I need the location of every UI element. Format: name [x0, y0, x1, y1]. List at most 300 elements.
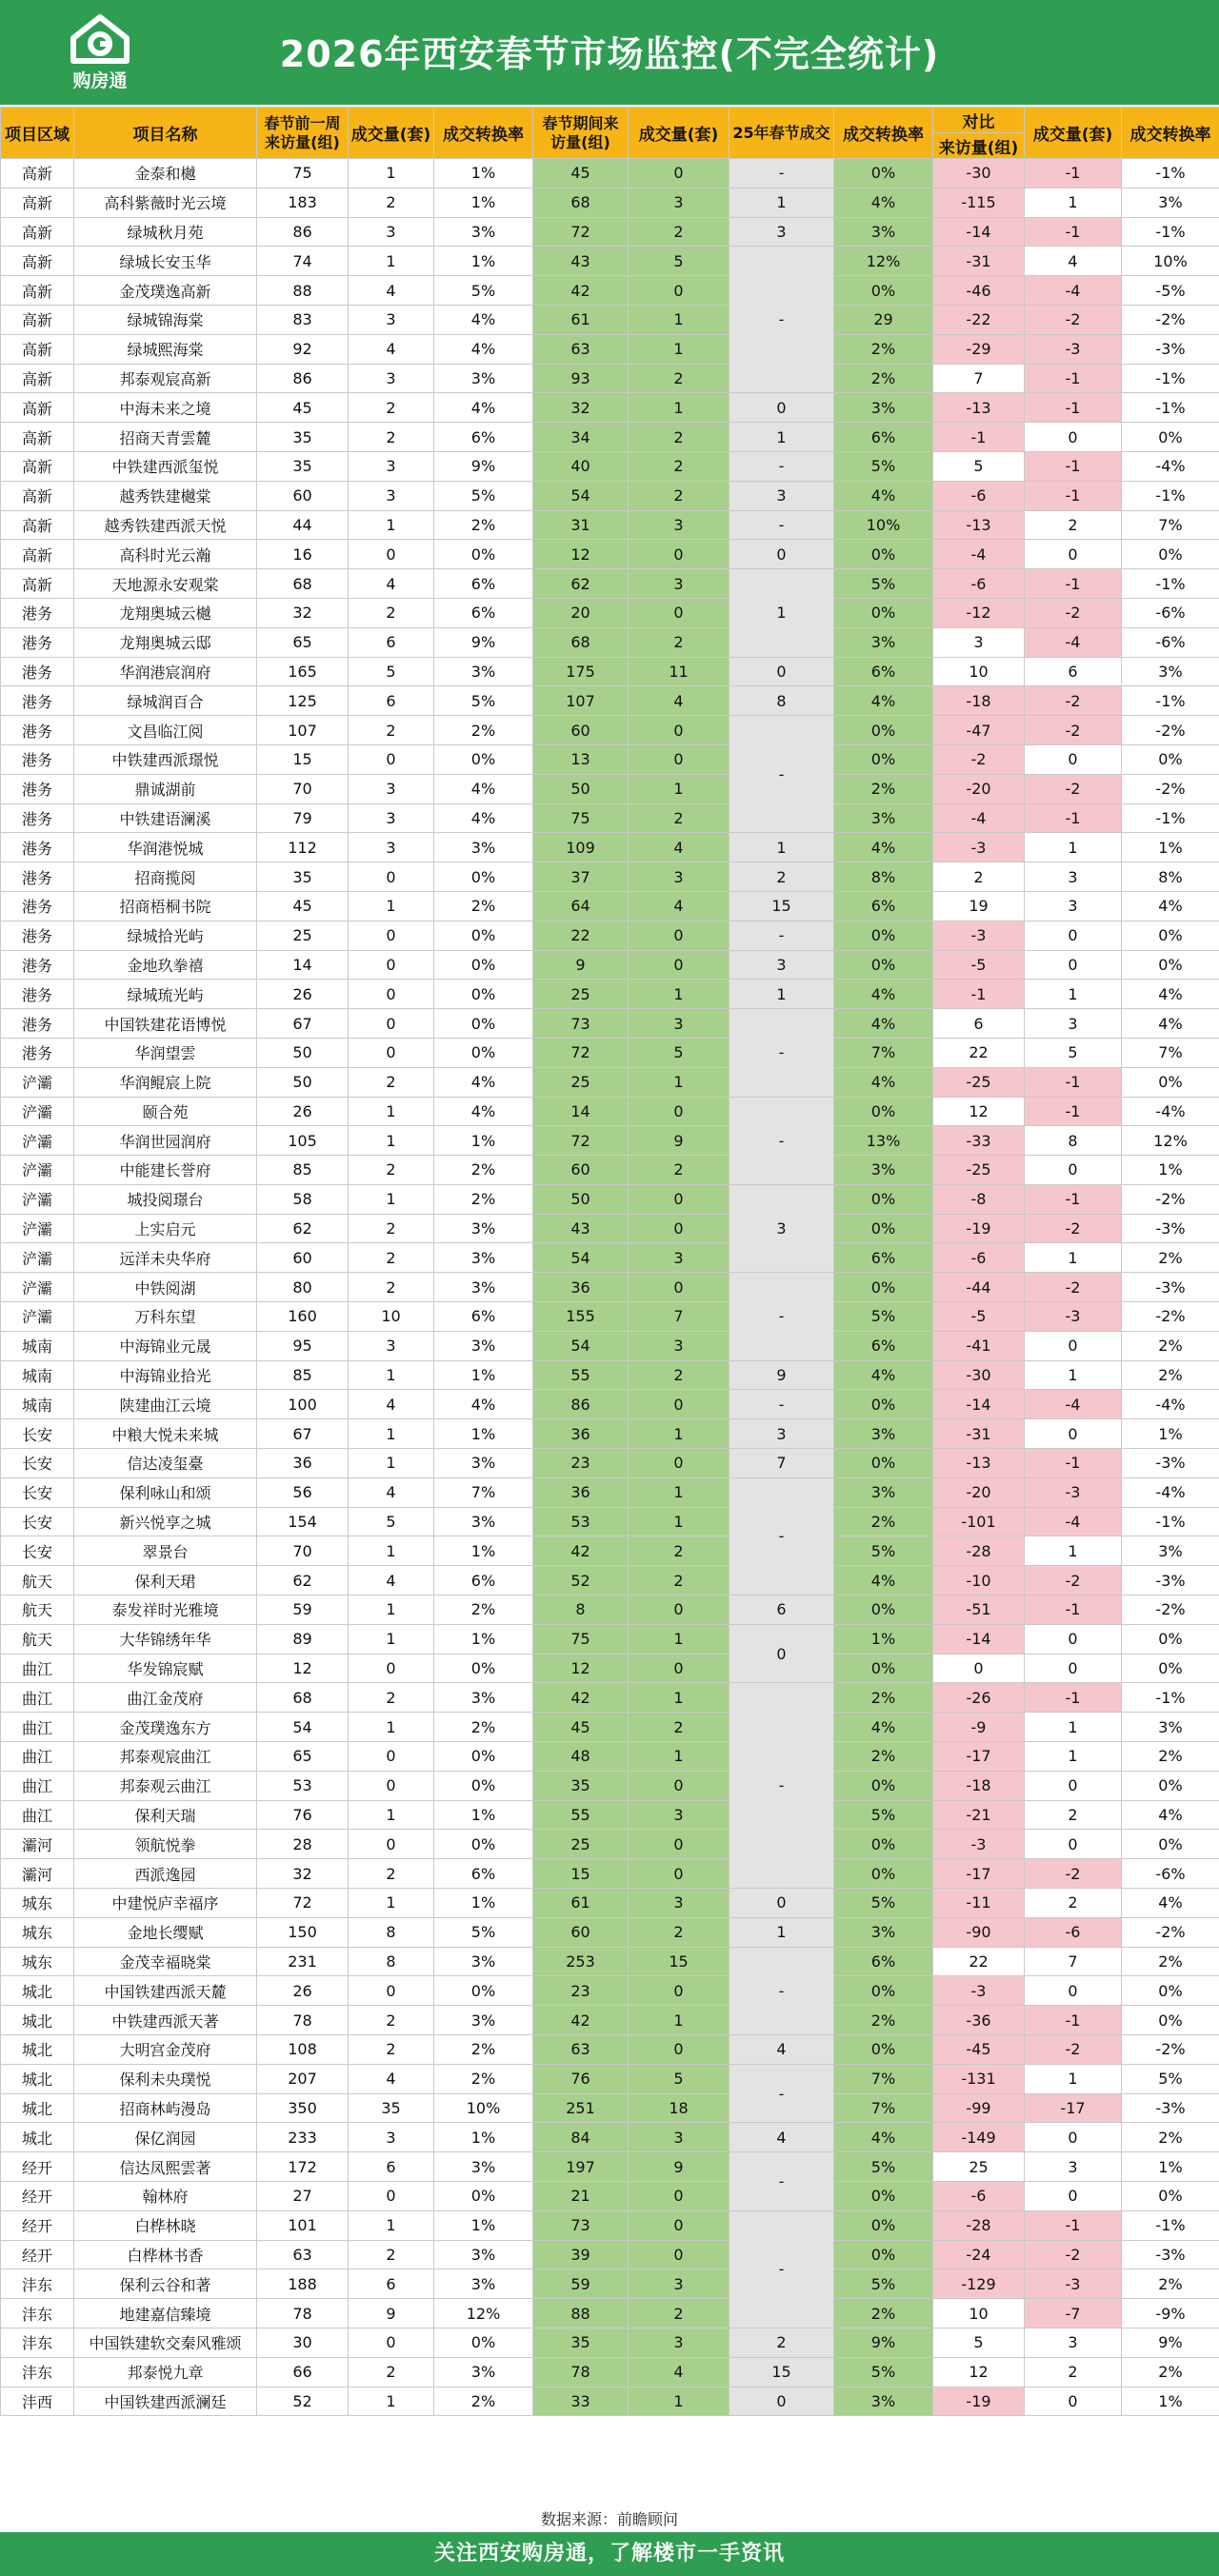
compare-deals-cell: -1: [1025, 481, 1122, 510]
compare-visits-cell: -21: [933, 1800, 1025, 1830]
table-row: [1, 1009, 1219, 1039]
area-cell: 港务: [1, 686, 74, 716]
area-cell: 曲江: [1, 1771, 74, 1800]
spring-deals-cell: 0: [629, 1214, 729, 1243]
last-year-deals-cell: -: [729, 2152, 834, 2211]
spring-rate-cell: 2%: [834, 364, 933, 393]
project-name-cell: 白桦林书香: [74, 2240, 257, 2269]
project-name-cell: 金泰和樾: [74, 159, 257, 188]
compare-deals-cell: -1: [1025, 2006, 1122, 2035]
spring-visits-cell: 75: [533, 1624, 629, 1654]
table-row: [1, 1214, 1219, 1243]
spring-visits-cell: 64: [533, 891, 629, 921]
compare-visits-cell: 19: [933, 891, 1025, 921]
pre-deals-cell: 0: [349, 980, 434, 1009]
spring-deals-cell: 0: [629, 276, 729, 306]
last-year-deals-cell: 3: [729, 217, 834, 247]
pre-visits-cell: 30: [257, 2328, 349, 2357]
spring-deals-cell: 1: [629, 980, 729, 1009]
area-cell: 航天: [1, 1566, 74, 1595]
compare-deals-cell: -4: [1025, 1390, 1122, 1419]
compare-deals-cell: 0: [1025, 423, 1122, 452]
pre-deals-cell: 0: [349, 1742, 434, 1772]
spring-visits-cell: 73: [533, 2210, 629, 2240]
table-row: [1, 451, 1219, 481]
last-year-deals-cell: 1: [729, 833, 834, 862]
compare-visits-cell: -20: [933, 774, 1025, 803]
pre-rate-cell: 4%: [434, 393, 533, 423]
pre-rate-cell: 1%: [434, 188, 533, 217]
pre-rate-cell: 2%: [434, 510, 533, 540]
spring-rate-cell: 5%: [834, 1302, 933, 1332]
area-cell: 曲江: [1, 1713, 74, 1742]
spring-visits-cell: 8: [533, 1595, 629, 1625]
spring-rate-cell: 3%: [834, 627, 933, 657]
area-cell: 沣西: [1, 2387, 74, 2416]
compare-rate-cell: 4%: [1122, 1009, 1219, 1039]
table-row: [1, 1713, 1219, 1742]
compare-visits-cell: -6: [933, 2181, 1025, 2210]
spring-rate-cell: 2%: [834, 1742, 933, 1772]
last-year-deals-cell: 3: [729, 950, 834, 980]
compare-visits-cell: -45: [933, 2035, 1025, 2065]
table-body: [1, 159, 1219, 2416]
compare-rate-cell: 0%: [1122, 950, 1219, 980]
project-name-cell: 翰林府: [74, 2181, 257, 2210]
compare-deals-cell: 0: [1025, 1830, 1122, 1859]
table-row: [1, 1419, 1219, 1449]
pre-visits-cell: 125: [257, 686, 349, 716]
compare-rate-cell: 4%: [1122, 891, 1219, 921]
compare-rate-cell: -1%: [1122, 686, 1219, 716]
compare-visits-cell: 3: [933, 627, 1025, 657]
pre-deals-cell: 5: [349, 1507, 434, 1536]
spring-deals-cell: 5: [629, 247, 729, 276]
last-year-deals-cell: -: [729, 1477, 834, 1595]
compare-deals-cell: -6: [1025, 1917, 1122, 1947]
compare-deals-cell: 2: [1025, 510, 1122, 540]
pre-visits-cell: 45: [257, 393, 349, 423]
spring-deals-cell: 4: [629, 686, 729, 716]
project-name-cell: 金茂璞逸东方: [74, 1713, 257, 1742]
project-name-cell: 鼎诚湖前: [74, 774, 257, 803]
page-title: 2026年西安春节市场监控(不完全统计): [279, 33, 940, 75]
spring-deals-cell: 0: [629, 1449, 729, 1478]
project-name-cell: 招商梧桐书院: [74, 891, 257, 921]
pre-visits-cell: 105: [257, 1126, 349, 1156]
pre-deals-cell: 6: [349, 627, 434, 657]
spring-deals-cell: 3: [629, 2328, 729, 2357]
spring-visits-cell: 63: [533, 2035, 629, 2065]
compare-visits-cell: -14: [933, 217, 1025, 247]
spring-visits-cell: 63: [533, 334, 629, 364]
pre-rate-cell: 6%: [434, 569, 533, 599]
spring-deals-cell: 3: [629, 569, 729, 599]
spring-deals-cell: 1: [629, 1624, 729, 1654]
pre-deals-cell: 1: [349, 1184, 434, 1214]
spring-rate-cell: 0%: [834, 1859, 933, 1889]
pre-rate-cell: 4%: [434, 1067, 533, 1097]
spring-deals-cell: 0: [629, 1184, 729, 1214]
pre-deals-cell: 0: [349, 1771, 434, 1800]
pre-deals-cell: 0: [349, 1038, 434, 1067]
table-row: [1, 744, 1219, 774]
spring-deals-cell: 1: [629, 1507, 729, 1536]
project-name-cell: 绿城熙海棠: [74, 334, 257, 364]
compare-visits-cell: -33: [933, 1126, 1025, 1156]
pre-deals-cell: 3: [349, 774, 434, 803]
compare-visits-cell: -1: [933, 423, 1025, 452]
spring-rate-cell: 3%: [834, 217, 933, 247]
compare-rate-cell: -4%: [1122, 1097, 1219, 1126]
col-compare: 对比: [933, 108, 1025, 133]
compare-deals-cell: 8: [1025, 1126, 1122, 1156]
pre-deals-cell: 4: [349, 1477, 434, 1507]
area-cell: 高新: [1, 334, 74, 364]
compare-rate-cell: 4%: [1122, 1889, 1219, 1918]
pre-deals-cell: 0: [349, 1830, 434, 1859]
project-name-cell: 保利天瑞: [74, 1800, 257, 1830]
area-cell: 浐灞: [1, 1243, 74, 1273]
compare-rate-cell: 3%: [1122, 1536, 1219, 1566]
table-row: [1, 1917, 1219, 1947]
spring-rate-cell: 0%: [834, 1214, 933, 1243]
compare-rate-cell: 3%: [1122, 1713, 1219, 1742]
pre-rate-cell: 1%: [434, 247, 533, 276]
spring-rate-cell: 6%: [834, 657, 933, 686]
area-cell: 经开: [1, 2152, 74, 2182]
pre-deals-cell: 1: [349, 2210, 434, 2240]
spring-rate-cell: 10%: [834, 510, 933, 540]
compare-visits-cell: -4: [933, 803, 1025, 833]
spring-visits-cell: 9: [533, 950, 629, 980]
compare-rate-cell: 9%: [1122, 2328, 1219, 2357]
spring-rate-cell: 5%: [834, 2357, 933, 2387]
spring-deals-cell: 7: [629, 1302, 729, 1332]
area-cell: 航天: [1, 1595, 74, 1625]
compare-visits-cell: 7: [933, 364, 1025, 393]
spring-rate-cell: 8%: [834, 862, 933, 892]
table-row: [1, 188, 1219, 217]
compare-rate-cell: 0%: [1122, 1624, 1219, 1654]
compare-rate-cell: 0%: [1122, 2006, 1219, 2035]
spring-deals-cell: 2: [629, 481, 729, 510]
compare-deals-cell: 0: [1025, 1624, 1122, 1654]
spring-visits-cell: 155: [533, 1302, 629, 1332]
area-cell: 长安: [1, 1536, 74, 1566]
spring-rate-cell: 0%: [834, 159, 933, 188]
spring-visits-cell: 61: [533, 305, 629, 334]
compare-deals-cell: 0: [1025, 540, 1122, 569]
table-row: [1, 1449, 1219, 1478]
project-name-cell: 中铁建西派玺悦: [74, 451, 257, 481]
compare-visits-cell: -90: [933, 1917, 1025, 1947]
compare-visits-cell: 5: [933, 2328, 1025, 2357]
table-row: [1, 598, 1219, 627]
pre-deals-cell: 2: [349, 1214, 434, 1243]
compare-visits-cell: -29: [933, 334, 1025, 364]
pre-rate-cell: 6%: [434, 1566, 533, 1595]
spring-deals-cell: 0: [629, 1273, 729, 1302]
col-spring-visits: 春节期间来访量(组): [533, 108, 629, 159]
compare-deals-cell: 0: [1025, 921, 1122, 950]
compare-visits-cell: 22: [933, 1038, 1025, 1067]
brand-name: 购房通: [72, 70, 128, 91]
spring-deals-cell: 0: [629, 598, 729, 627]
compare-deals-cell: 3: [1025, 1009, 1122, 1039]
compare-visits-cell: -5: [933, 1302, 1025, 1332]
table-row: [1, 980, 1219, 1009]
last-year-deals-cell: -: [729, 1683, 834, 1889]
pre-rate-cell: 3%: [434, 657, 533, 686]
pre-visits-cell: 63: [257, 2240, 349, 2269]
compare-rate-cell: -2%: [1122, 1595, 1219, 1625]
pre-visits-cell: 89: [257, 1624, 349, 1654]
compare-rate-cell: 7%: [1122, 1038, 1219, 1067]
spring-rate-cell: 0%: [834, 1390, 933, 1419]
spring-visits-cell: 23: [533, 1449, 629, 1478]
table-row: [1, 686, 1219, 716]
pre-rate-cell: 1%: [434, 1624, 533, 1654]
spring-visits-cell: 42: [533, 1536, 629, 1566]
area-cell: 沣东: [1, 2269, 74, 2299]
spring-deals-cell: 3: [629, 1243, 729, 1273]
pre-visits-cell: 79: [257, 803, 349, 833]
spring-deals-cell: 3: [629, 188, 729, 217]
spring-deals-cell: 0: [629, 1830, 729, 1859]
pre-visits-cell: 60: [257, 1243, 349, 1273]
compare-rate-cell: -1%: [1122, 364, 1219, 393]
area-cell: 高新: [1, 510, 74, 540]
area-cell: 港务: [1, 716, 74, 745]
project-name-cell: 陕建曲江云境: [74, 1390, 257, 1419]
compare-deals-cell: -3: [1025, 1302, 1122, 1332]
pre-rate-cell: 0%: [434, 2181, 533, 2210]
spring-visits-cell: 22: [533, 921, 629, 950]
table-row: [1, 2269, 1219, 2299]
compare-rate-cell: 2%: [1122, 1243, 1219, 1273]
table-row: [1, 1800, 1219, 1830]
compare-visits-cell: -99: [933, 2093, 1025, 2123]
pre-deals-cell: 2: [349, 1683, 434, 1713]
compare-rate-cell: 2%: [1122, 1360, 1219, 1390]
pre-rate-cell: 2%: [434, 1184, 533, 1214]
compare-rate-cell: -1%: [1122, 1507, 1219, 1536]
spring-visits-cell: 72: [533, 1038, 629, 1067]
compare-deals-cell: 2: [1025, 2357, 1122, 2387]
spring-rate-cell: 29: [834, 305, 933, 334]
last-year-deals-cell: -: [729, 2064, 834, 2123]
project-name-cell: 上实启元: [74, 1214, 257, 1243]
compare-rate-cell: -4%: [1122, 1390, 1219, 1419]
compare-deals-cell: 1: [1025, 2064, 1122, 2093]
col-compare-deals: 成交量(套): [1025, 108, 1122, 159]
area-cell: 经开: [1, 2240, 74, 2269]
project-name-cell: 绿城拾光屿: [74, 921, 257, 950]
pre-visits-cell: 50: [257, 1067, 349, 1097]
pre-rate-cell: 3%: [434, 217, 533, 247]
compare-deals-cell: -4: [1025, 627, 1122, 657]
table-row: [1, 305, 1219, 334]
area-cell: 高新: [1, 540, 74, 569]
pre-visits-cell: 14: [257, 950, 349, 980]
pre-rate-cell: 9%: [434, 451, 533, 481]
pre-visits-cell: 107: [257, 716, 349, 745]
pre-visits-cell: 88: [257, 276, 349, 306]
spring-deals-cell: 2: [629, 1156, 729, 1185]
spring-deals-cell: 3: [629, 2123, 729, 2152]
compare-rate-cell: -1%: [1122, 159, 1219, 188]
spring-deals-cell: 0: [629, 540, 729, 569]
compare-rate-cell: 12%: [1122, 1126, 1219, 1156]
spring-deals-cell: 3: [629, 1889, 729, 1918]
spring-visits-cell: 34: [533, 423, 629, 452]
spring-rate-cell: 3%: [834, 1917, 933, 1947]
pre-deals-cell: 2: [349, 1243, 434, 1273]
col-pre-rate: 成交转换率: [434, 108, 533, 159]
table-row: [1, 2181, 1219, 2210]
spring-rate-cell: 5%: [834, 1800, 933, 1830]
spring-rate-cell: 4%: [834, 1067, 933, 1097]
table-row: [1, 1097, 1219, 1126]
compare-rate-cell: 1%: [1122, 1419, 1219, 1449]
compare-deals-cell: -1: [1025, 1097, 1122, 1126]
pre-rate-cell: 7%: [434, 1477, 533, 1507]
compare-rate-cell: 0%: [1122, 921, 1219, 950]
compare-visits-cell: -19: [933, 1214, 1025, 1243]
col-compare-rate: 成交转换率: [1122, 108, 1219, 159]
spring-rate-cell: 9%: [834, 2328, 933, 2357]
table-row: [1, 364, 1219, 393]
area-cell: 浐灞: [1, 1273, 74, 1302]
compare-rate-cell: -2%: [1122, 1302, 1219, 1332]
area-cell: 城北: [1, 1976, 74, 2006]
pre-visits-cell: 66: [257, 2357, 349, 2387]
pre-rate-cell: 6%: [434, 1859, 533, 1889]
pre-deals-cell: 0: [349, 744, 434, 774]
spring-rate-cell: 2%: [834, 1683, 933, 1713]
spring-visits-cell: 75: [533, 803, 629, 833]
table-row: [1, 217, 1219, 247]
pre-deals-cell: 2: [349, 2006, 434, 2035]
pre-rate-cell: 0%: [434, 950, 533, 980]
pre-visits-cell: 350: [257, 2093, 349, 2123]
spring-visits-cell: 251: [533, 2093, 629, 2123]
spring-visits-cell: 50: [533, 774, 629, 803]
pre-deals-cell: 0: [349, 2181, 434, 2210]
last-year-deals-cell: 0: [729, 2387, 834, 2416]
area-cell: 城东: [1, 1889, 74, 1918]
spring-visits-cell: 107: [533, 686, 629, 716]
last-year-deals-cell: 2: [729, 862, 834, 892]
last-year-deals-cell: 6: [729, 1595, 834, 1625]
compare-visits-cell: -1: [933, 980, 1025, 1009]
pre-deals-cell: 8: [349, 1917, 434, 1947]
spring-rate-cell: 6%: [834, 1947, 933, 1976]
compare-deals-cell: 2: [1025, 1800, 1122, 1830]
compare-deals-cell: 7: [1025, 1947, 1122, 1976]
project-name-cell: 中能建长誉府: [74, 1156, 257, 1185]
spring-deals-cell: 0: [629, 1976, 729, 2006]
pre-rate-cell: 1%: [434, 1419, 533, 1449]
spring-visits-cell: 88: [533, 2299, 629, 2328]
spring-rate-cell: 3%: [834, 393, 933, 423]
last-year-deals-cell: -: [729, 247, 834, 393]
compare-rate-cell: 2%: [1122, 1331, 1219, 1360]
compare-deals-cell: -2: [1025, 2240, 1122, 2269]
spring-visits-cell: 25: [533, 1830, 629, 1859]
table-row: [1, 1390, 1219, 1419]
spring-rate-cell: 4%: [834, 1009, 933, 1039]
pre-visits-cell: 86: [257, 364, 349, 393]
area-cell: 城北: [1, 2123, 74, 2152]
compare-deals-cell: -1: [1025, 364, 1122, 393]
last-year-deals-cell: -: [729, 921, 834, 950]
compare-rate-cell: 4%: [1122, 980, 1219, 1009]
last-year-deals-cell: -: [729, 1390, 834, 1419]
pre-rate-cell: 3%: [434, 1947, 533, 1976]
spring-visits-cell: 73: [533, 1009, 629, 1039]
project-name-cell: 颐合苑: [74, 1097, 257, 1126]
project-name-cell: 保亿润园: [74, 2123, 257, 2152]
compare-deals-cell: 0: [1025, 1976, 1122, 2006]
table-row: [1, 627, 1219, 657]
compare-deals-cell: -2: [1025, 1214, 1122, 1243]
pre-rate-cell: 9%: [434, 627, 533, 657]
project-name-cell: 绿城润百合: [74, 686, 257, 716]
table-row: [1, 803, 1219, 833]
table-row: [1, 2093, 1219, 2123]
table-row: [1, 1273, 1219, 1302]
pre-visits-cell: 101: [257, 2210, 349, 2240]
compare-visits-cell: -13: [933, 510, 1025, 540]
project-name-cell: 中海锦业拾光: [74, 1360, 257, 1390]
pre-deals-cell: 3: [349, 364, 434, 393]
pre-rate-cell: 1%: [434, 1800, 533, 1830]
pre-deals-cell: 2: [349, 2240, 434, 2269]
project-name-cell: 中粮大悦未来城: [74, 1419, 257, 1449]
spring-rate-cell: 0%: [834, 1654, 933, 1683]
compare-deals-cell: -1: [1025, 1595, 1122, 1625]
compare-visits-cell: 10: [933, 657, 1025, 686]
table-row: [1, 1566, 1219, 1595]
area-cell: 曲江: [1, 1800, 74, 1830]
last-year-deals-cell: -: [729, 1947, 834, 2034]
pre-deals-cell: 1: [349, 510, 434, 540]
compare-visits-cell: 2: [933, 862, 1025, 892]
spring-deals-cell: 0: [629, 159, 729, 188]
pre-visits-cell: 74: [257, 247, 349, 276]
project-name-cell: 信达凌玺臺: [74, 1449, 257, 1478]
area-cell: 港务: [1, 980, 74, 1009]
table-row: [1, 1360, 1219, 1390]
area-cell: 高新: [1, 481, 74, 510]
compare-deals-cell: -1: [1025, 1449, 1122, 1478]
pre-rate-cell: 4%: [434, 1390, 533, 1419]
pre-deals-cell: 1: [349, 1419, 434, 1449]
table-row: [1, 2299, 1219, 2328]
pre-deals-cell: 2: [349, 2035, 434, 2065]
pre-rate-cell: 3%: [434, 2269, 533, 2299]
spring-visits-cell: 54: [533, 481, 629, 510]
pre-deals-cell: 0: [349, 2328, 434, 2357]
pre-visits-cell: 95: [257, 1331, 349, 1360]
area-cell: 港务: [1, 891, 74, 921]
project-name-cell: 信达凤熙雲著: [74, 2152, 257, 2182]
compare-visits-cell: -31: [933, 247, 1025, 276]
pre-visits-cell: 60: [257, 481, 349, 510]
pre-visits-cell: 12: [257, 1654, 349, 1683]
